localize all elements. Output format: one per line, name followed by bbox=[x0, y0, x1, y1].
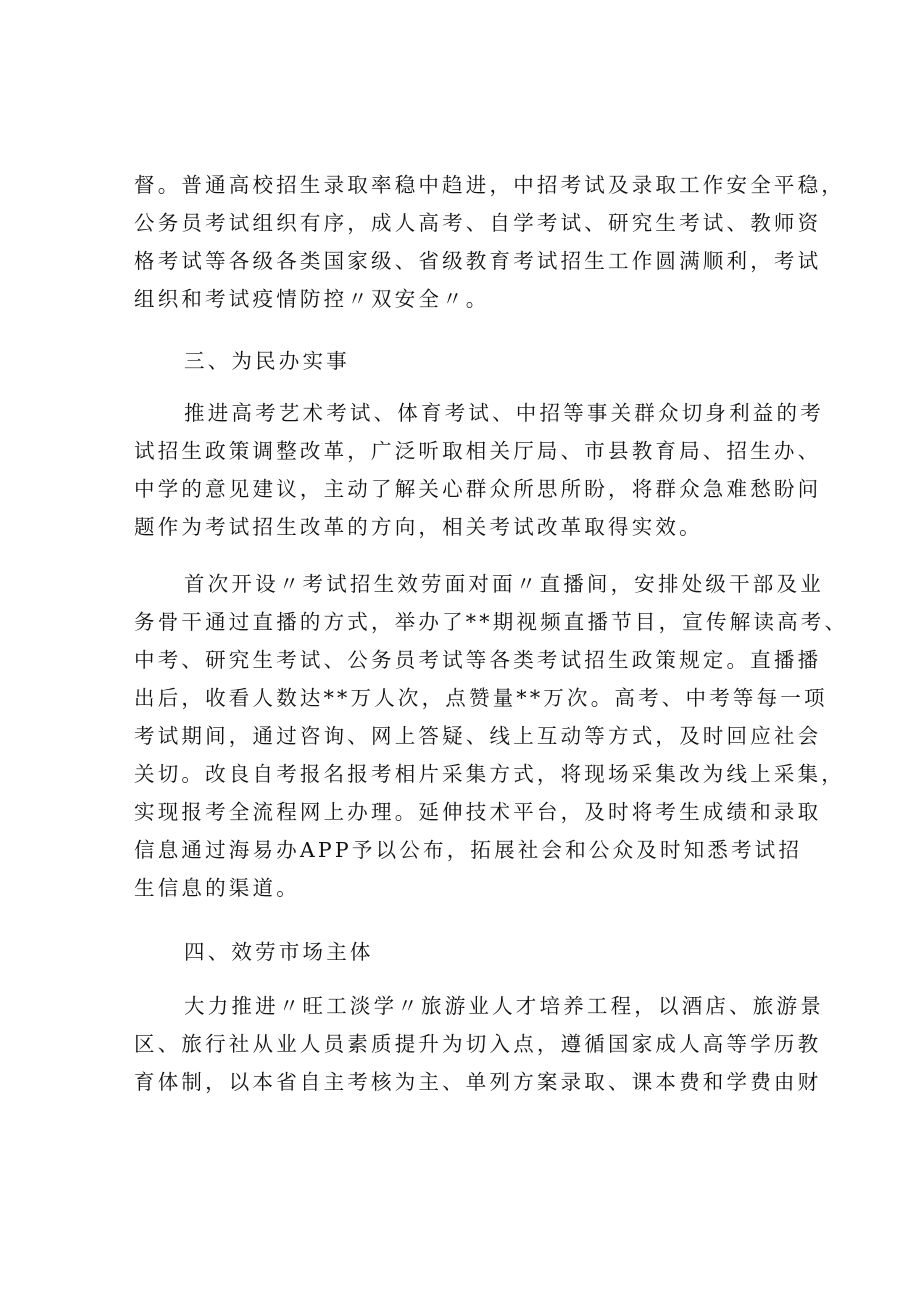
text-line: 实现报考全流程网上办理。延伸技术平台，及时将考生成绩和录取 bbox=[134, 800, 822, 824]
text-line: 督。普通高校招生录取率稳中趋进，中招考试及录取工作安全平稳， bbox=[134, 173, 845, 197]
text-line: 信息通过海易办APP予以公布，拓展社会和公众及时知悉考试招 bbox=[134, 838, 803, 862]
text-line: 公务员考试组织有序，成人高考、自学考试、研究生考试、教师资 bbox=[134, 211, 822, 235]
text-line: 育体制，以本省自主考核为主、单列方案录取、课本费和学费由财 bbox=[134, 1070, 822, 1094]
text-line: 中学的意见建议，主动了解关心群众所思所盼，将群众急难愁盼问 bbox=[134, 477, 822, 501]
text-line: 试招生政策调整改革，广泛听取相关厅局、市县教育局、招生办、 bbox=[134, 439, 822, 463]
text-line: 出后，收看人数达**万人次，点赞量**万次。高考、中考等每一项 bbox=[134, 686, 828, 710]
text-line: 区、旅行社从业人员素质提升为切入点，遵循国家成人高等学历教 bbox=[134, 1032, 822, 1056]
section-heading: 三、为民办实事 bbox=[184, 349, 350, 373]
text-line: 题作为考试招生改革的方向，相关考试改革取得实效。 bbox=[134, 515, 703, 539]
text-line: 务骨干通过直播的方式，举办了**期视频直播节目，宣传解读高考、 bbox=[134, 610, 849, 634]
text-line: 生信息的渠道。 bbox=[134, 876, 300, 900]
text-line: 首次开设〃考试招生效劳面对面〃直播间，安排处级干部及业 bbox=[184, 572, 824, 596]
section-heading: 四、效劳市场主体 bbox=[184, 940, 374, 964]
text-line: 组织和考试疫情防控〃双安全〃。 bbox=[134, 287, 490, 311]
text-line: 大力推进〃旺工淡学〃旅游业人才培养工程，以酒店、旅游景 bbox=[184, 994, 824, 1018]
text-line: 考试期间，通过咨询、网上答疑、线上互动等方式，及时回应社会 bbox=[134, 724, 822, 748]
text-line: 关切。改良自考报名报考相片采集方式，将现场采集改为线上采集， bbox=[134, 762, 845, 786]
text-line: 推进高考艺术考试、体育考试、中招等事关群众切身利益的考 bbox=[184, 401, 824, 425]
text-line: 格考试等各级各类国家级、省级教育考试招生工作圆满顺利，考试 bbox=[134, 249, 822, 273]
text-line: 中考、研究生考试、公务员考试等各类考试招生政策规定。直播播 bbox=[134, 648, 822, 672]
